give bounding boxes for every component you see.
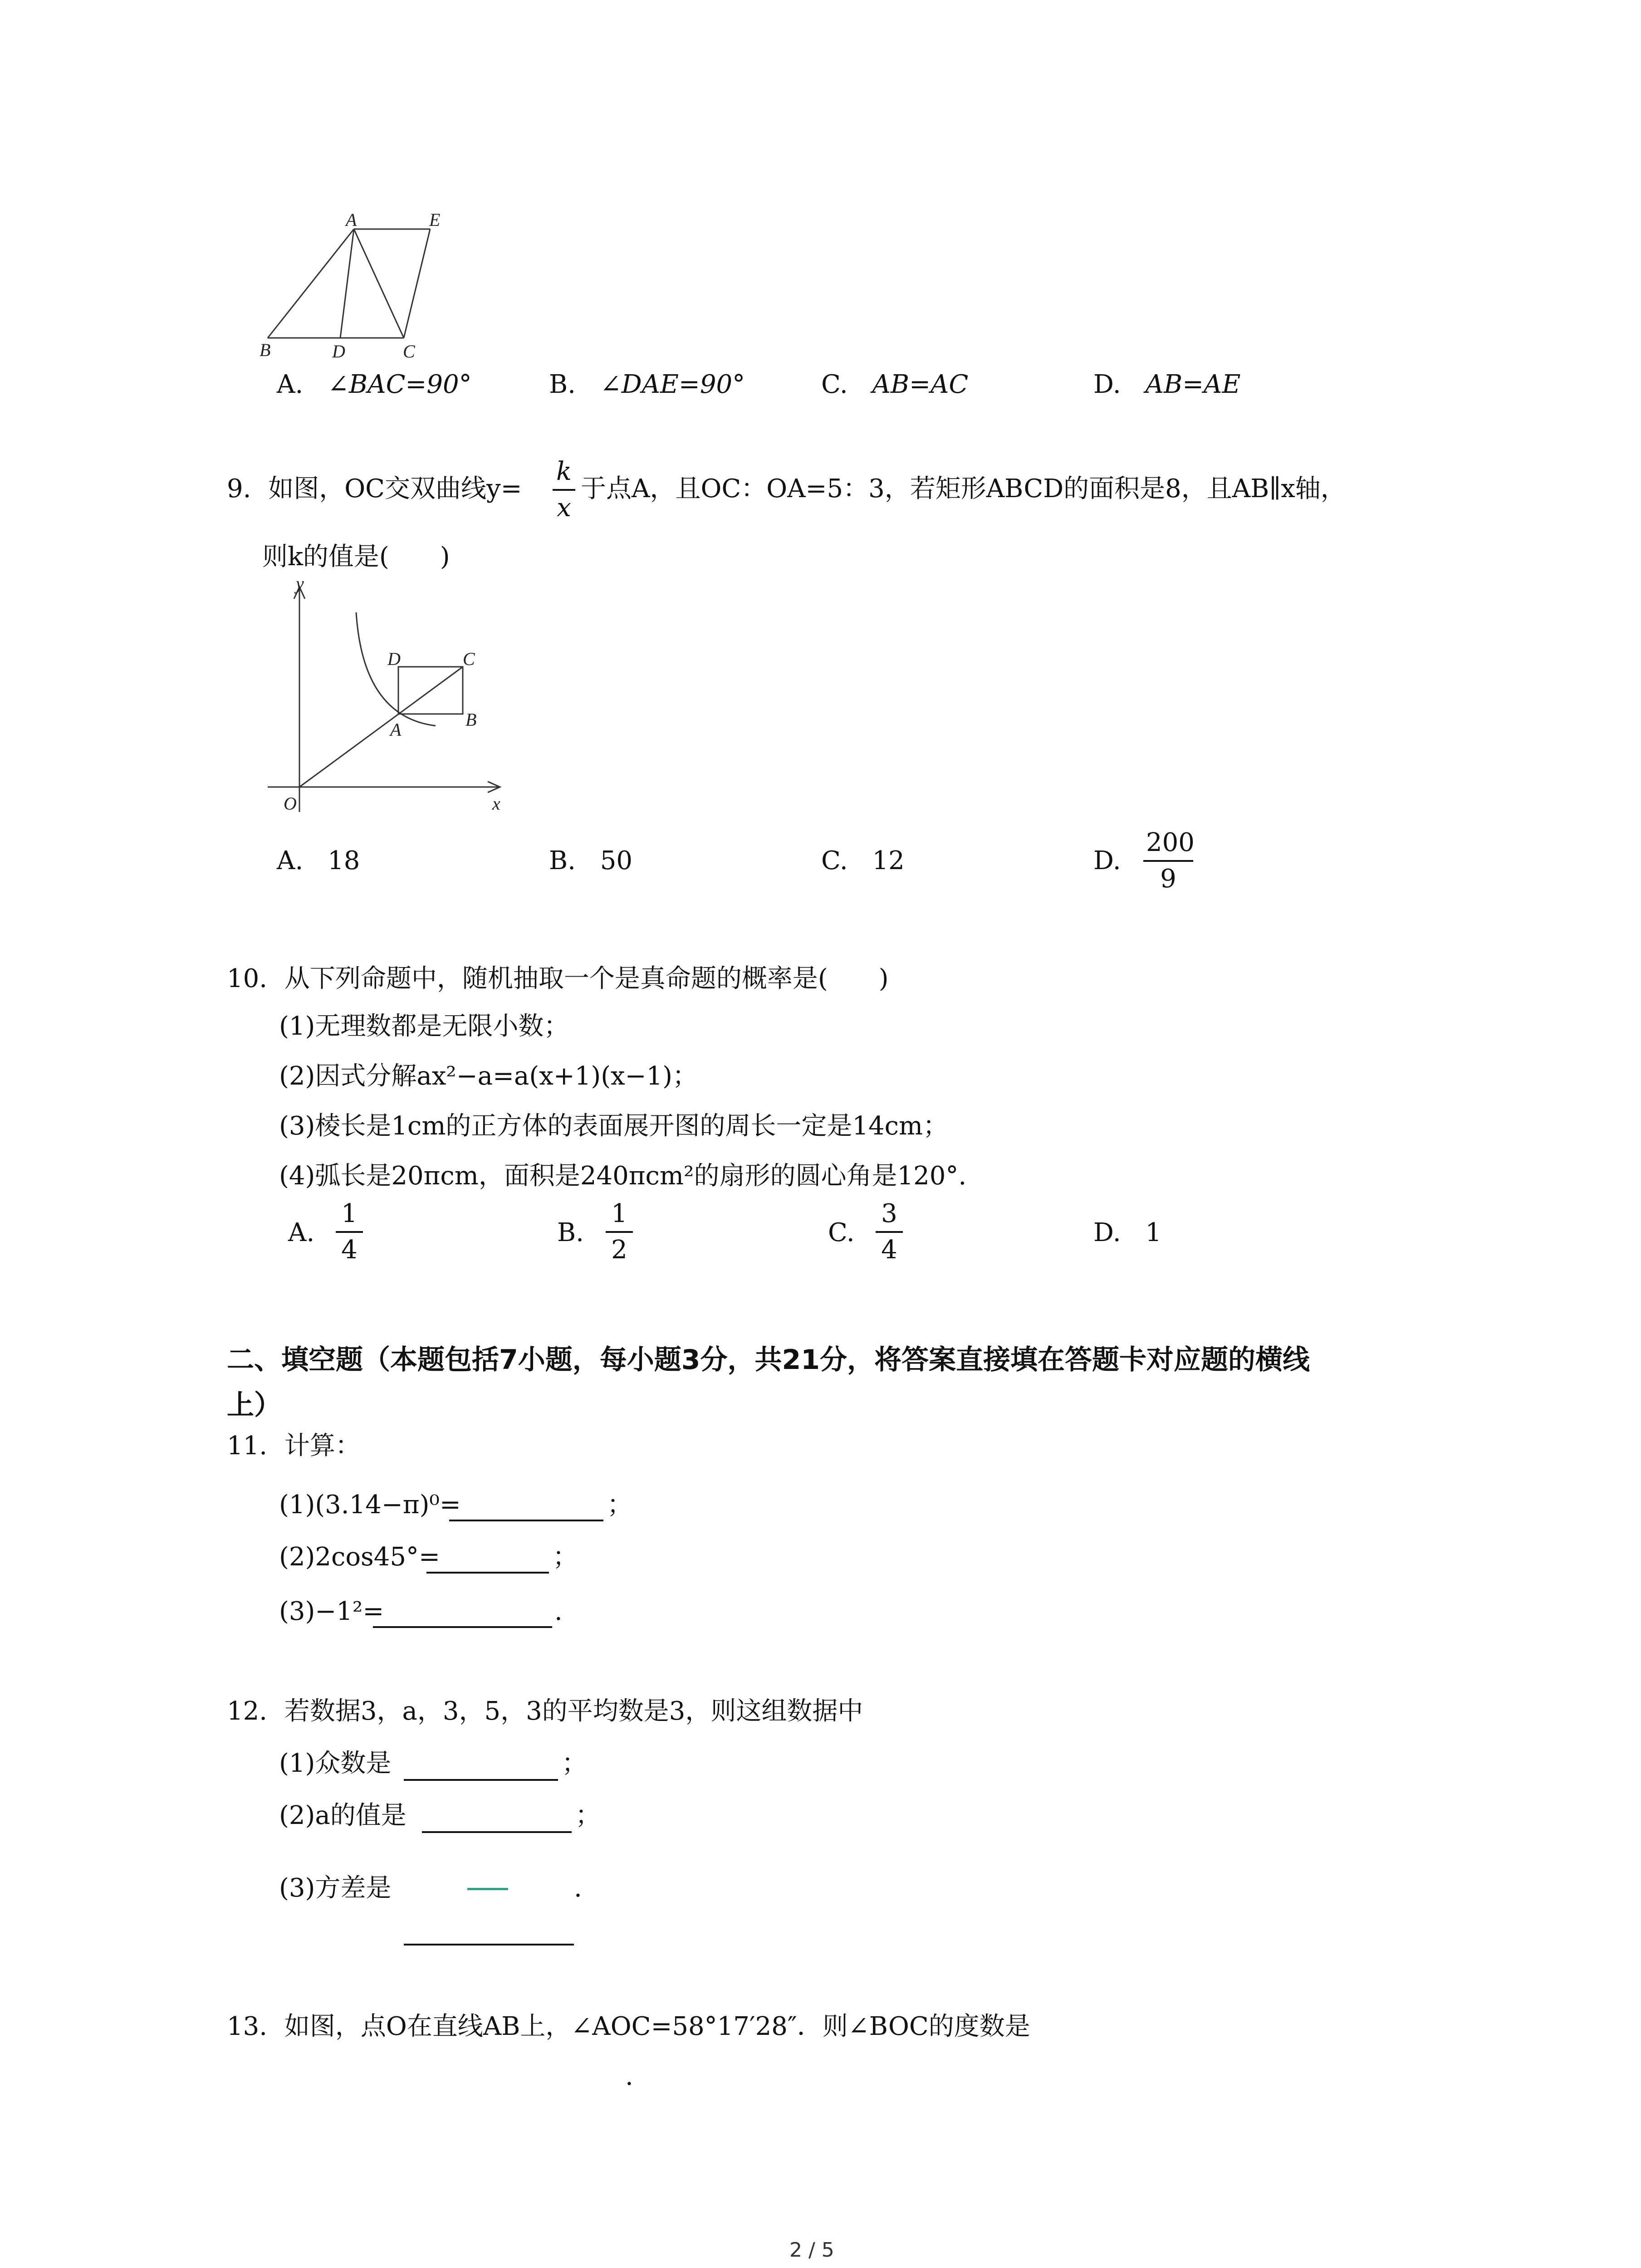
option-key: A. [277, 370, 304, 399]
option-text: 1 [1145, 1218, 1162, 1247]
question-number: 11. [227, 1431, 268, 1461]
q8-label-e: E [429, 213, 441, 230]
question-number: 10. [227, 964, 268, 993]
q10-item-1: (1)无理数都是无限小数； [279, 1012, 569, 1041]
q11-item-2-label: (2)2cos45°= [279, 1542, 440, 1572]
question-number: 12. [227, 1696, 268, 1726]
q8-option-d [1093, 372, 1240, 397]
q13-end-period: . [625, 2062, 633, 2091]
q8-option-b [549, 372, 745, 397]
q12-answer-blank-2[interactable] [422, 1831, 572, 1833]
section-2-heading-line2: 上） [227, 1389, 281, 1421]
q10-option-b-fraction [606, 1201, 633, 1263]
q11-item-1-end: ； [607, 1490, 632, 1520]
option-key: D. [1093, 370, 1121, 399]
q10-item-3: (3)棱长是1cm的正方体的表面展开图的周长一定是14cm； [279, 1111, 949, 1141]
option-text: 18 [328, 846, 360, 875]
fraction-bar [336, 1231, 363, 1233]
q9-hyperbola-figure [254, 581, 517, 816]
q11-stem [227, 1433, 361, 1459]
q8-label-c: C [403, 341, 415, 362]
q13-stem [227, 2014, 1030, 2039]
q12-green-dash-mark [467, 1888, 508, 1890]
option-text: AB=AE [1145, 370, 1241, 399]
q10-item-4: (4)弧长是20πcm，面积是240πcm²的扇形的圆心角是120°. [279, 1161, 967, 1191]
q8-option-c [821, 372, 968, 397]
q10-option-c-key: C. [828, 1218, 855, 1247]
option-text: AB=AC [872, 370, 969, 399]
option-text: 50 [600, 846, 633, 875]
q9-label-a: A [390, 719, 402, 740]
q11-answer-blank-3[interactable] [373, 1626, 552, 1628]
q9-label-d: D [387, 649, 401, 669]
option-key: B. [549, 370, 576, 399]
q8-parallelogram-figure [254, 213, 463, 363]
option-key: A. [277, 846, 304, 875]
numerator: k [556, 457, 572, 486]
q11-item-2-end: ； [553, 1542, 578, 1572]
q10-option-c-fraction [876, 1201, 903, 1263]
question-number: 9. [227, 474, 251, 503]
question-text: 计算： [284, 1431, 361, 1461]
q12-item-2-end: ； [575, 1801, 601, 1830]
q9-label-c: C [463, 649, 475, 669]
q9-option-a [277, 848, 360, 874]
numerator: 1 [341, 1199, 358, 1228]
q11-answer-blank-1[interactable] [449, 1520, 603, 1521]
q12-stem [227, 1696, 863, 1726]
q11-item-1-label: (1)(3.14−π)⁰= [279, 1490, 461, 1520]
option-text: ∠DAE=90° [600, 370, 745, 399]
q11-item-3-label: (3)−1²= [279, 1597, 384, 1626]
q10-option-b-key: B. [557, 1218, 584, 1247]
q9-stem-part2: 于点A，且OC：OA=5：3，若矩形ABCD的面积是8，且AB∥x轴， [581, 474, 1346, 503]
question-text: 如图，OC交双曲线y= [268, 474, 522, 503]
page-number: 2 / 5 [789, 2239, 834, 2262]
q9-option-b [549, 848, 632, 874]
q10-stem [227, 966, 889, 992]
option-key: C. [821, 846, 848, 875]
q9-label-y: y [296, 581, 304, 594]
q10-option-a-key: A. [288, 1218, 315, 1247]
q12-item-1-label: (1)众数是 [279, 1749, 392, 1778]
section-2-heading-line1: 二、填空题（本题包括7小题，每小题3分，共21分，将答案直接填在答题卡对应题的横线 [227, 1344, 1310, 1376]
option-text: ∠BAC=90° [328, 370, 472, 399]
numerator: 200 [1146, 828, 1195, 857]
q12-item-3-label: (3)方差是 [279, 1873, 392, 1903]
q8-option-a [277, 372, 472, 397]
q10-option-a-fraction [336, 1201, 363, 1263]
numerator: 3 [881, 1199, 897, 1228]
q12-answer-blank-3[interactable] [404, 1944, 574, 1945]
question-text: 从下列命题中，随机抽取一个是真命题的概率是( ) [284, 964, 889, 993]
numerator: 1 [611, 1199, 627, 1228]
q8-label-b: B [260, 340, 271, 360]
q9-option-d-key: D. [1093, 846, 1121, 875]
question-text: 若数据3，a，3，5，3的平均数是3，则这组数据中 [284, 1696, 863, 1726]
q12-answer-blank-1[interactable] [404, 1779, 558, 1781]
denominator: 4 [881, 1235, 897, 1265]
denominator: 4 [341, 1235, 358, 1265]
q10-item-2: (2)因式分解ax²−a=a(x+1)(x−1)； [279, 1061, 698, 1091]
q9-label-x: x [492, 793, 500, 814]
q9-label-b: B [465, 709, 477, 730]
q12-item-1-end: ； [562, 1749, 587, 1778]
q12-item-3-end: . [574, 1873, 582, 1903]
denominator: 2 [611, 1235, 627, 1265]
denominator: x [557, 493, 571, 523]
q11-answer-blank-2[interactable] [426, 1572, 549, 1574]
option-key: B. [549, 846, 576, 875]
q9-option-c [821, 848, 905, 874]
fraction-bar [606, 1231, 633, 1233]
q9-stem-part1 [227, 476, 522, 502]
q11-item-3-end: . [554, 1597, 563, 1626]
q9-label-o: O [284, 793, 297, 814]
q9-option-d-fraction [1143, 830, 1193, 892]
fraction-bar [1143, 860, 1193, 862]
option-text: 12 [872, 846, 905, 875]
fraction-bar [876, 1231, 903, 1233]
q10-option-d [1093, 1220, 1161, 1246]
denominator: 9 [1160, 864, 1176, 894]
question-text: 如图，点O在直线AB上，∠AOC=58°17′28″．则∠BOC的度数是 [284, 2012, 1030, 2041]
q8-label-a: A [346, 213, 357, 230]
q8-label-d: D [332, 341, 345, 362]
q9-fraction-k-over-x [553, 459, 575, 521]
q9-stem-line2: 则k的值是( ) [262, 542, 450, 572]
option-key: D. [1093, 1218, 1121, 1247]
question-number: 13. [227, 2012, 268, 2041]
fraction-bar [553, 489, 575, 491]
q12-item-2-label: (2)a的值是 [279, 1801, 407, 1830]
option-key: C. [821, 370, 848, 399]
